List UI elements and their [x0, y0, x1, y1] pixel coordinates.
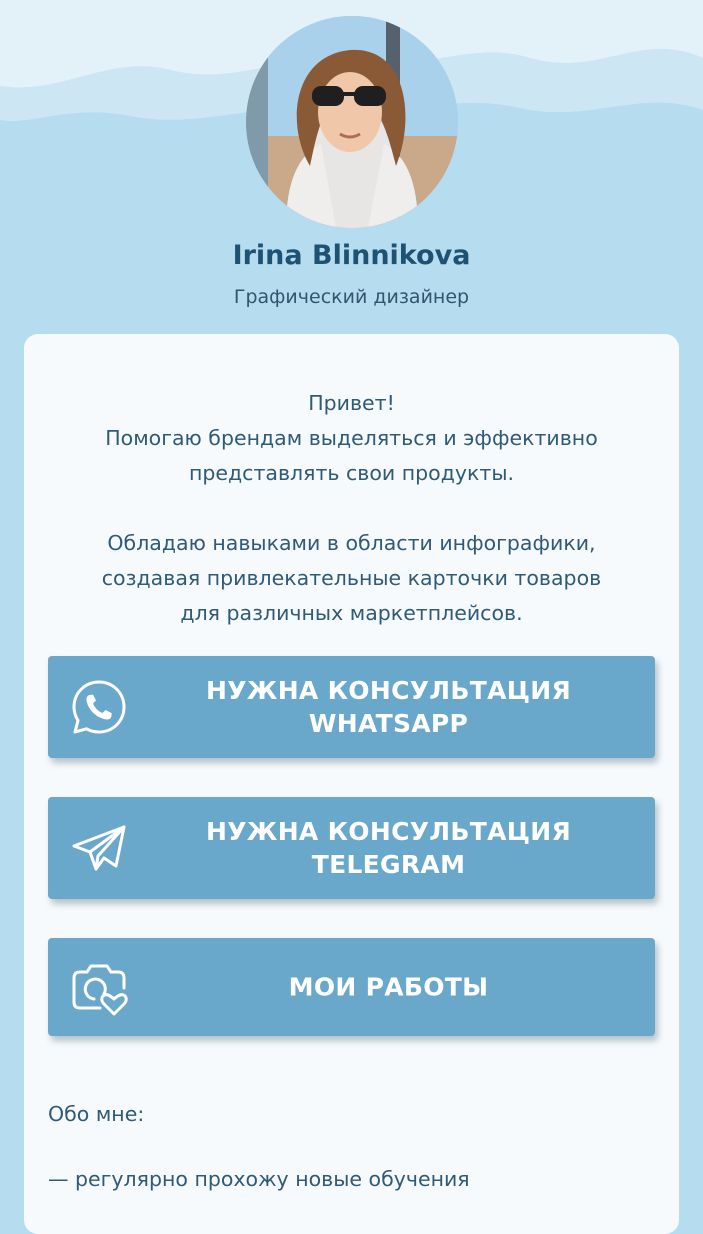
whatsapp-icon — [70, 678, 128, 736]
intro-line: Привет! — [308, 391, 395, 415]
intro-line: создавая привлекательные карточки товаров — [101, 566, 602, 590]
intro-text — [0, 386, 703, 631]
intro-line: представлять свои продукты. — [188, 461, 515, 485]
button-label-line2: TELEGRAM — [311, 850, 466, 879]
intro-line: Помогаю брендам выделяться и эффективно — [105, 426, 598, 450]
about-item: — регулярно прохожу новые обучения — [48, 1167, 470, 1191]
whatsapp-consultation-button[interactable] — [48, 656, 655, 758]
intro-line: для различных маркетплейсов. — [180, 601, 523, 625]
intro-line: Обладаю навыками в области инфографики, — [107, 531, 596, 555]
button-label-line1: НУЖНА КОНСУЛЬТАЦИЯ — [206, 817, 571, 846]
my-works-button[interactable] — [48, 938, 655, 1036]
telegram-icon — [70, 819, 128, 877]
avatar — [246, 16, 458, 228]
profile-role: Графический дизайнер — [233, 286, 470, 308]
telegram-consultation-button[interactable] — [48, 797, 655, 899]
button-label-line2: WHATSAPP — [308, 709, 469, 738]
button-label-line1: МОИ РАБОТЫ — [288, 972, 489, 1002]
profile-name: Irina Blinnikova — [232, 240, 471, 271]
button-label-line1: НУЖНА КОНСУЛЬТАЦИЯ — [206, 676, 571, 705]
camera-heart-icon — [70, 958, 128, 1016]
about-title: Обо мне: — [48, 1102, 145, 1126]
